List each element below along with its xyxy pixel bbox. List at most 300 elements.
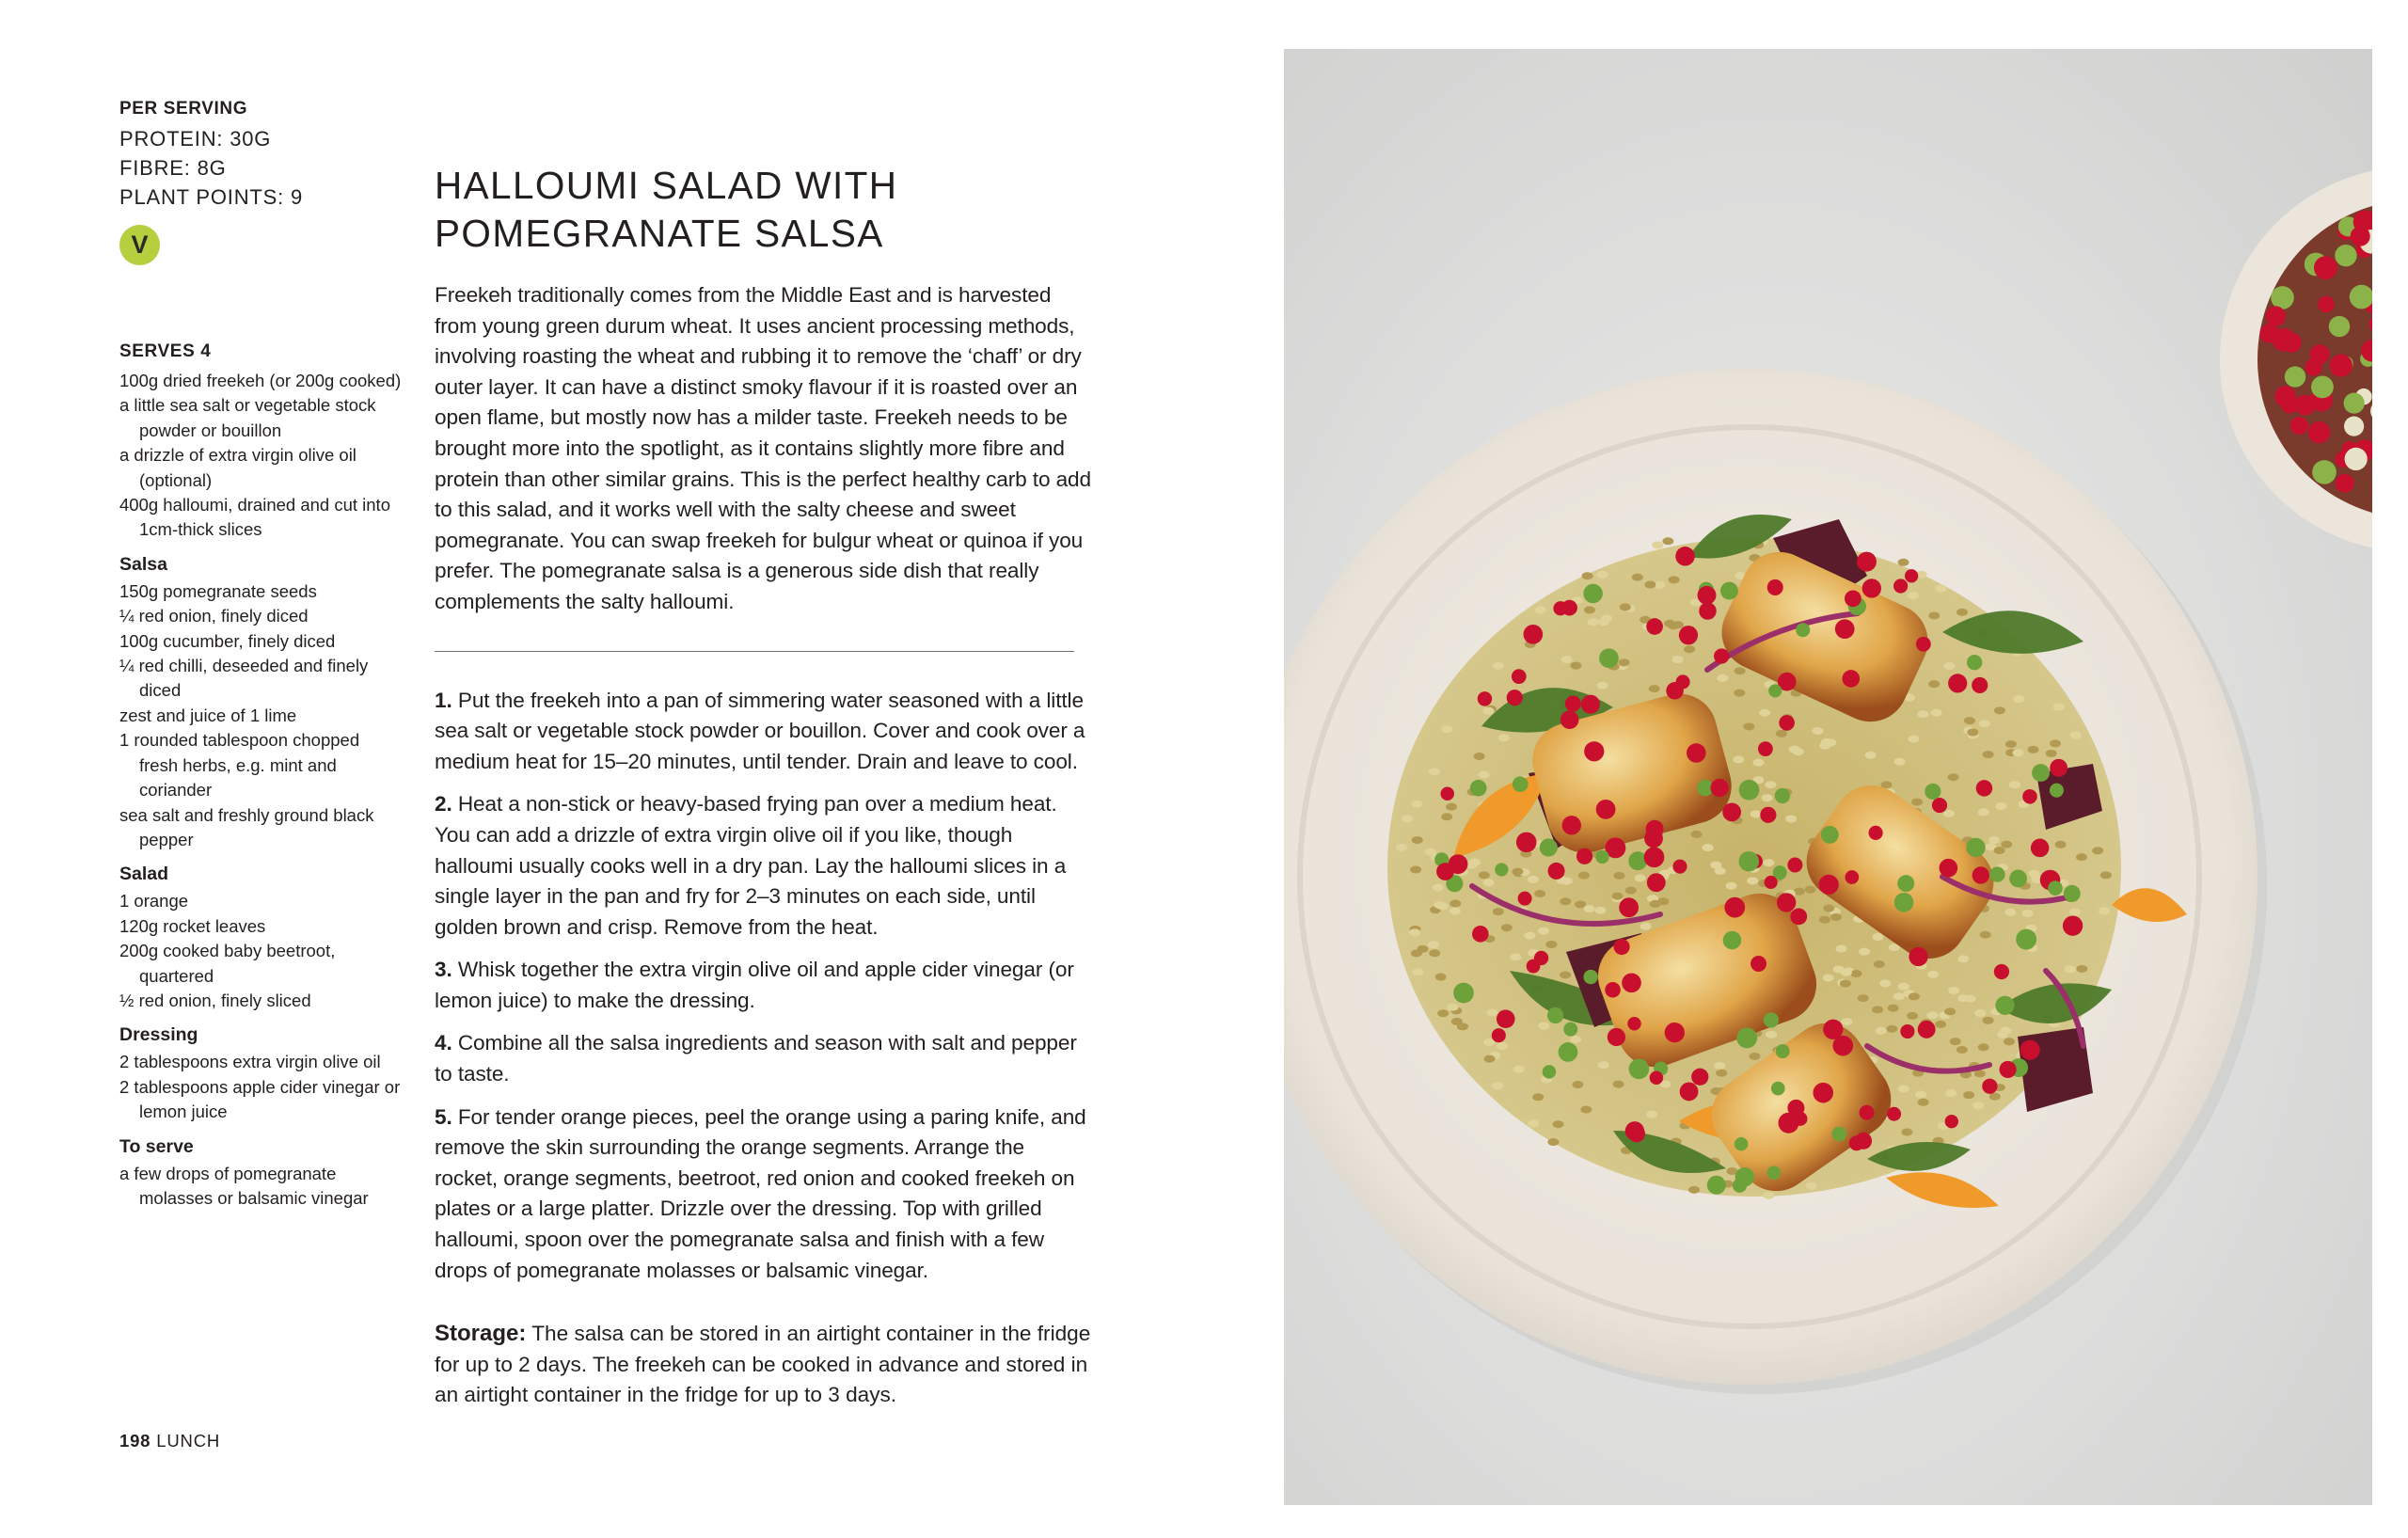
freekeh-grain (1997, 1031, 2008, 1039)
salsa-piece (2312, 460, 2337, 484)
freekeh-grain (1492, 1082, 1503, 1089)
freekeh-grain (1874, 960, 1885, 968)
ingredient-line: ¼ red chilli, deseeded and finely diced (119, 656, 369, 701)
pomegranate-seed (1831, 1127, 1846, 1142)
freekeh-grain (1978, 1043, 1989, 1051)
freekeh-grain (1763, 859, 1774, 866)
salsa-piece (2311, 375, 2334, 398)
pomegranate-seed (2022, 789, 2037, 804)
pomegranate-seed (1862, 579, 1881, 597)
freekeh-grain (1989, 1093, 2001, 1101)
ingredient-line: 150g pomegranate seeds (119, 580, 317, 601)
freekeh-grain (1450, 899, 1461, 907)
pomegranate-seed (1976, 780, 1993, 797)
recipe-title: HALLOUMI SALAD WITH POMEGRANATE SALSA (435, 164, 898, 255)
freekeh-grain (1601, 614, 1612, 622)
freekeh-grain (1598, 1061, 1609, 1069)
freekeh-grain (1859, 948, 1870, 956)
freekeh-grain (2053, 704, 2065, 711)
pomegranate-seed (1676, 674, 1690, 689)
freekeh-grain (1441, 725, 1452, 733)
freekeh-grain (1524, 932, 1535, 940)
freekeh-grain (1469, 858, 1481, 865)
freekeh-grain (1528, 876, 1539, 883)
freekeh-grain (2092, 847, 2103, 854)
pomegranate-seed (1512, 669, 1527, 684)
freekeh-grain (1841, 969, 1852, 976)
freekeh-grain (1580, 1106, 1592, 1114)
freekeh-grain (1978, 808, 1989, 816)
salsa-piece (2274, 386, 2295, 406)
freekeh-grain (1762, 794, 1773, 801)
freekeh-grain (1908, 592, 1919, 599)
salsa-piece (2318, 296, 2334, 312)
freekeh-grain (1538, 1023, 1549, 1030)
freekeh-grain (1983, 751, 1994, 758)
method-step (435, 686, 1093, 778)
pomegranate-seed (1751, 956, 1766, 972)
pomegranate-seed (2050, 759, 2067, 777)
freekeh-grain (1793, 748, 1804, 755)
freekeh-grain (1994, 706, 2005, 714)
pomegranate-seed (1470, 780, 1487, 797)
freekeh-grain (1813, 727, 1824, 735)
freekeh-grain (1840, 980, 1851, 988)
freekeh-grain (1751, 810, 1762, 817)
pomegranate-seed (1735, 1167, 1754, 1186)
freekeh-grain (1402, 816, 1413, 823)
pomegranate-seed (1629, 1059, 1650, 1080)
salad-photo (1284, 49, 2372, 1505)
freekeh-grain (2004, 909, 2016, 916)
nutrition-protein: PROTEIN: 30G (119, 127, 272, 151)
freekeh-grain (1753, 759, 1765, 767)
freekeh-grain (1672, 656, 1684, 663)
pomegranate-seed (1994, 964, 2009, 979)
freekeh-grain (1763, 1192, 1774, 1199)
pomegranate-seed (2050, 784, 2064, 798)
freekeh-grain (1935, 1021, 1946, 1028)
freekeh-grain (1734, 690, 1745, 697)
freekeh-grain (1596, 571, 1608, 579)
freekeh-grain (1446, 803, 1457, 811)
freekeh-grain (1632, 574, 1643, 581)
freekeh-grain (1657, 897, 1669, 905)
freekeh-grain (1911, 799, 1923, 806)
freekeh-grain (1560, 897, 1571, 905)
pomegranate-seed (1559, 1042, 1578, 1062)
freekeh-grain (1759, 709, 1770, 717)
method-step (435, 955, 1093, 1016)
freekeh-grain (1595, 907, 1607, 914)
pomegranate-seed (1722, 802, 1741, 821)
main-ingredients (119, 369, 402, 543)
pomegranate-seed (1819, 875, 1839, 895)
freekeh-grain (1652, 542, 1663, 549)
ingredient-line: ¼ red onion, finely diced (119, 606, 309, 626)
salsa-piece (2259, 324, 2278, 342)
freekeh-grain (1582, 572, 1593, 579)
freekeh-grain (1886, 1025, 1897, 1033)
freekeh-grain (1927, 971, 1939, 978)
salsa-piece (2329, 316, 2350, 337)
freekeh-grain (1972, 1102, 1984, 1109)
ingredient-line: 1 orange (119, 891, 189, 912)
freekeh-grain (2013, 695, 2024, 703)
freekeh-grain (1493, 662, 1504, 670)
freekeh-grain (1584, 905, 1595, 912)
ingredient-line: 100g dried freekeh (or 200g cooked) (119, 371, 402, 390)
salad-illustration (1284, 49, 2372, 1505)
freekeh-grain (1747, 877, 1758, 884)
freekeh-grain (1429, 949, 1440, 957)
freekeh-grain (1501, 924, 1513, 931)
pomegranate-seed (1790, 908, 1807, 925)
pomegranate-seed (2064, 885, 2081, 902)
pomegranate-seed (1699, 602, 1716, 619)
serves-heading: SERVES 4 (119, 341, 212, 361)
pomegranate-seed (1548, 863, 1565, 880)
nutrition-plant-points: PLANT POINTS: 9 (119, 185, 303, 209)
freekeh-grain (1482, 879, 1494, 886)
salad-ingredients (119, 889, 402, 1013)
method-step (435, 1028, 1093, 1089)
freekeh-grain (2046, 750, 2057, 757)
freekeh-grain (1578, 872, 1590, 880)
pomegranate-seed (2009, 870, 2027, 888)
pomegranate-seed (1860, 1105, 1875, 1120)
nutrition-fibre: FIBRE: 8G (119, 156, 227, 180)
freekeh-grain (1717, 674, 1728, 682)
pomegranate-seed (1767, 1165, 1782, 1180)
storage-label: Storage: (435, 1321, 527, 1347)
freekeh-grain (1964, 717, 1975, 724)
pomegranate-seed (1710, 779, 1728, 797)
freekeh-grain (1945, 1089, 1956, 1097)
freekeh-grain (1413, 968, 1424, 975)
pomegranate-seed (1547, 1007, 1563, 1023)
freekeh-grain (1560, 971, 1571, 978)
freekeh-grain (1749, 1053, 1760, 1060)
pomegranate-seed (1821, 826, 1839, 844)
freekeh-grain (2009, 781, 2020, 788)
step-text: For tender orange pieces, peel the orange using a paring knife, and remove the skin surrounding the orange segments. Arrange the rocket, orange segments, beetroot, red onion and cooked freekeh on plates or a large platter. Drizzle over the dressing. Top with grilled halloumi, spoon over the pomegranate salsa and finish with a few drops of pomegranate molasses or balsamic vinegar. (435, 1104, 1086, 1282)
freekeh-grain (1528, 1119, 1539, 1127)
pomegranate-seed (1680, 1083, 1699, 1102)
freekeh-grain (1437, 1009, 1449, 1017)
freekeh-grain (1935, 585, 1946, 593)
freekeh-grain (1893, 992, 1905, 1000)
freekeh-grain (1907, 1012, 1918, 1020)
pomegranate-seed (1796, 623, 1810, 637)
pomegranate-seed (1940, 859, 1958, 878)
freekeh-grain (1425, 848, 1436, 856)
pomegranate-seed (1925, 784, 1941, 800)
freekeh-grain (1649, 685, 1660, 692)
freekeh-grain (1479, 871, 1490, 879)
salsa-piece (2351, 227, 2370, 246)
pomegranate-seed (1945, 1115, 1958, 1128)
pomegranate-seed (1905, 569, 1918, 582)
freekeh-grain (1484, 1055, 1496, 1063)
pomegranate-seed (1583, 970, 1597, 984)
pomegranate-seed (2016, 929, 2036, 950)
freekeh-grain (1411, 801, 1422, 808)
pomegranate-seed (1608, 1028, 1625, 1046)
freekeh-grain (1688, 1186, 1700, 1194)
freekeh-grain (1613, 872, 1624, 880)
freekeh-grain (1510, 953, 1521, 960)
freekeh-grain (1726, 882, 1737, 890)
pomegranate-seed (1691, 1069, 1708, 1086)
freekeh-grain (1823, 974, 1834, 981)
storage-note (435, 1319, 1093, 1411)
freekeh-grain (1850, 970, 1861, 977)
pomegranate-seed (1720, 582, 1738, 600)
freekeh-grain (1974, 1070, 1986, 1077)
recipe-text (435, 162, 1093, 1411)
pomegranate-seed (1855, 1133, 1872, 1150)
pomegranate-seed (1767, 579, 1783, 595)
freekeh-grain (1979, 720, 1990, 727)
pomegranate-seed (1916, 637, 1931, 652)
ingredient-line: a few drops of pomegranate molasses or balsamic vinegar (119, 1163, 369, 1208)
freekeh-grain (2021, 910, 2033, 917)
ingredient-line: zest and juice of 1 lime (119, 705, 297, 725)
pomegranate-seed (1534, 951, 1548, 965)
salsa-piece (2308, 421, 2330, 443)
freekeh-grain (2100, 871, 2112, 879)
freekeh-grain (1956, 609, 1968, 616)
freekeh-grain (1950, 1038, 1961, 1045)
pomegranate-seed (1507, 690, 1523, 706)
pomegranate-seed (1581, 695, 1600, 714)
freekeh-grain (1493, 908, 1504, 915)
freekeh-grain (1716, 1070, 1727, 1077)
freekeh-grain (1898, 983, 1909, 991)
freekeh-grain (1943, 810, 1955, 817)
pomegranate-seed (1513, 776, 1529, 792)
step-number: 4. (435, 1031, 452, 1055)
pomegranate-seed (1524, 625, 1544, 644)
freekeh-grain (1535, 606, 1546, 613)
freekeh-grain (1776, 730, 1787, 737)
pomegranate-seed (1893, 579, 1908, 593)
pomegranate-seed (1771, 1082, 1785, 1096)
freekeh-grain (1611, 893, 1623, 900)
pomegranate-seed (1887, 1107, 1901, 1121)
freekeh-grain (1980, 931, 1991, 939)
pomegranate-seed (1758, 741, 1773, 756)
salsa-heading: Salsa (119, 553, 167, 575)
freekeh-grain (1584, 606, 1595, 613)
freekeh-grain (1915, 1091, 1926, 1099)
pomegranate-seed (1736, 1027, 1757, 1048)
freekeh-grain (1735, 667, 1746, 674)
ingredient-line: sea salt and freshly ground black pepper (119, 804, 374, 849)
pomegranate-seed (1516, 832, 1537, 853)
freekeh-grain (1825, 739, 1836, 747)
pomegranate-seed (1646, 618, 1663, 635)
freekeh-grain (1482, 707, 1494, 715)
freekeh-grain (1552, 1120, 1563, 1128)
freekeh-grain (1785, 816, 1797, 823)
freekeh-grain (1872, 1006, 1883, 1013)
pomegranate-seed (1492, 1028, 1506, 1042)
freekeh-grain (1441, 813, 1452, 820)
pomegranate-seed (1675, 547, 1694, 565)
freekeh-grain (1512, 868, 1523, 876)
salsa-piece (2336, 474, 2354, 493)
freekeh-grain (2004, 1038, 2015, 1045)
ingredient-line: ½ red onion, finely sliced (119, 990, 311, 1010)
pomegranate-seed (1739, 851, 1760, 872)
freekeh-grain (1865, 752, 1877, 759)
pomegranate-seed (1518, 892, 1532, 906)
pomegranate-seed (1562, 816, 1581, 834)
pomegranate-seed (1627, 1017, 1640, 1030)
freekeh-grain (2050, 739, 2061, 747)
pomegranate-seed (1845, 590, 1861, 607)
pomegranate-seed (1714, 648, 1729, 663)
freekeh-grain (1646, 1111, 1657, 1118)
step-text: Combine all the salsa ingredients and season with salt and pepper to taste. (435, 1031, 1077, 1086)
pomegranate-seed (1599, 648, 1619, 668)
freekeh-grain (1988, 836, 2000, 844)
salsa-piece (2314, 256, 2337, 279)
freekeh-grain (1435, 974, 1447, 981)
pomegranate-seed (1918, 1021, 1936, 1039)
pomegranate-seed (1932, 798, 1947, 813)
pomegranate-seed (1787, 857, 1802, 872)
pomegranate-seed (1665, 1023, 1685, 1042)
freekeh-grain (1743, 722, 1754, 730)
freekeh-grain (1450, 908, 1461, 915)
storage-text: The salsa can be stored in an airtight container in the fridge for up to 2 days. The freekeh can be cooked in advance and stored in an airtight container in the fridge for up to 3 days. (435, 1322, 1091, 1407)
section-name: LUNCH (156, 1431, 221, 1451)
step-number: 5. (435, 1104, 452, 1129)
freekeh-grain (1644, 581, 1656, 589)
salsa-piece (2330, 354, 2353, 376)
pomegranate-seed (1768, 684, 1782, 697)
freekeh-grain (2099, 907, 2110, 914)
ingredient-line: a little sea salt or vegetable stock powder or bouillon (119, 395, 376, 440)
divider (435, 651, 1074, 652)
method-step (435, 1102, 1093, 1287)
freekeh-grain (1872, 933, 1883, 941)
step-number: 2. (435, 792, 452, 817)
pomegranate-seed (1436, 863, 1454, 880)
pomegranate-seed (1845, 870, 1859, 884)
pomegranate-seed (1595, 850, 1608, 864)
pomegranate-seed (1857, 552, 1877, 572)
nutrition-heading: PER SERVING (119, 99, 248, 119)
pomegranate-seed (1495, 863, 1508, 876)
ingredient-line: 200g cooked baby beetroot, quartered (119, 941, 336, 986)
dressing-heading: Dressing (119, 1024, 198, 1046)
freekeh-grain (2076, 965, 2087, 973)
freekeh-grain (1957, 955, 1969, 962)
freekeh-grain (2005, 740, 2017, 748)
freekeh-grain (1888, 1005, 1899, 1012)
dressing-ingredients (119, 1050, 402, 1124)
freekeh-grain (1429, 768, 1440, 775)
pomegranate-seed (1909, 947, 1927, 966)
method-step (435, 789, 1093, 943)
pomegranate-seed (1869, 826, 1883, 840)
freekeh-grain (1714, 1062, 1725, 1070)
freekeh-grain (1928, 680, 1940, 688)
pomegranate-seed (1472, 926, 1489, 943)
pomegranate-seed (1739, 780, 1760, 801)
freekeh-grain (1409, 928, 1420, 936)
pomegranate-seed (1967, 655, 1982, 670)
ingredient-line: a drizzle of extra virgin olive oil (optional) (119, 445, 356, 490)
freekeh-grain (1664, 620, 1675, 627)
pomegranate-seed (1724, 897, 1745, 918)
freekeh-grain (1532, 1093, 1544, 1101)
pomegranate-seed (1440, 787, 1454, 801)
pomegranate-seed (1647, 873, 1666, 892)
pomegranate-seed (1698, 586, 1717, 605)
pomegranate-seed (1948, 674, 1967, 692)
freekeh-grain (1572, 1081, 1583, 1088)
pomegranate-seed (2063, 915, 2083, 935)
freekeh-grain (1570, 662, 1581, 670)
vegetarian-badge-icon: V (119, 225, 160, 265)
freekeh-grain (1830, 913, 1842, 921)
ingredient-line: 2 tablespoons extra virgin olive oil (119, 1052, 381, 1072)
freekeh-grain (1447, 1004, 1458, 1011)
freekeh-grain (1963, 1091, 1974, 1099)
ingredient-line: 1 rounded tablespoon chopped fresh herbs, e.g. mint and coriander (119, 730, 360, 801)
pomegranate-seed (2048, 880, 2063, 896)
pomegranate-seed (2020, 1040, 2040, 1060)
ingredients-list (119, 339, 402, 1211)
step-text: Whisk together the extra virgin olive oil and apple cider vinegar (or lemon juice) to make the dressing. (435, 958, 1074, 1012)
pomegranate-seed (2031, 839, 2050, 858)
ingredient-line: 400g halloumi, drained and cut into 1cm-thick slices (119, 495, 390, 540)
pomegranate-seed (1966, 838, 1985, 857)
pomegranate-seed (1765, 876, 1778, 889)
pomegranate-seed (1835, 619, 1855, 639)
pomegranate-seed (1679, 626, 1698, 644)
freekeh-grain (1931, 709, 1942, 717)
pomegranate-seed (1793, 1112, 1807, 1126)
salsa-piece (2344, 417, 2364, 436)
freekeh-grain (1547, 1138, 1559, 1146)
pomegranate-seed (1625, 1121, 1644, 1140)
pomegranate-seed (1563, 1023, 1577, 1037)
page-number: 198 (119, 1431, 151, 1451)
pomegranate-seed (1777, 893, 1796, 912)
salsa-piece (2335, 245, 2356, 266)
freekeh-grain (1894, 758, 1906, 766)
freekeh-grain (1417, 945, 1428, 953)
pomegranate-seed (1813, 1083, 1833, 1103)
freekeh-grain (1957, 994, 1969, 1002)
freekeh-grain (1513, 1066, 1525, 1073)
pomegranate-seed (1764, 1012, 1779, 1027)
freekeh-grain (1613, 1081, 1624, 1088)
freekeh-grain (1451, 1018, 1463, 1025)
freekeh-grain (1635, 874, 1646, 881)
freekeh-grain (1917, 710, 1928, 718)
freekeh-grain (1625, 887, 1637, 895)
step-text: Heat a non-stick or heavy-based frying pan over a medium heat. You can add a drizzle of extra virgin olive oil if you like, though halloumi usually cooks well in a dry pan. Lay the halloumi slices in a single layer in the pan and fry for 2–3 minutes on each side, until golden brown and crisp. Remove from the heat. (435, 792, 1067, 939)
freekeh-grain (1428, 941, 1439, 948)
freekeh-grain (1691, 831, 1703, 838)
